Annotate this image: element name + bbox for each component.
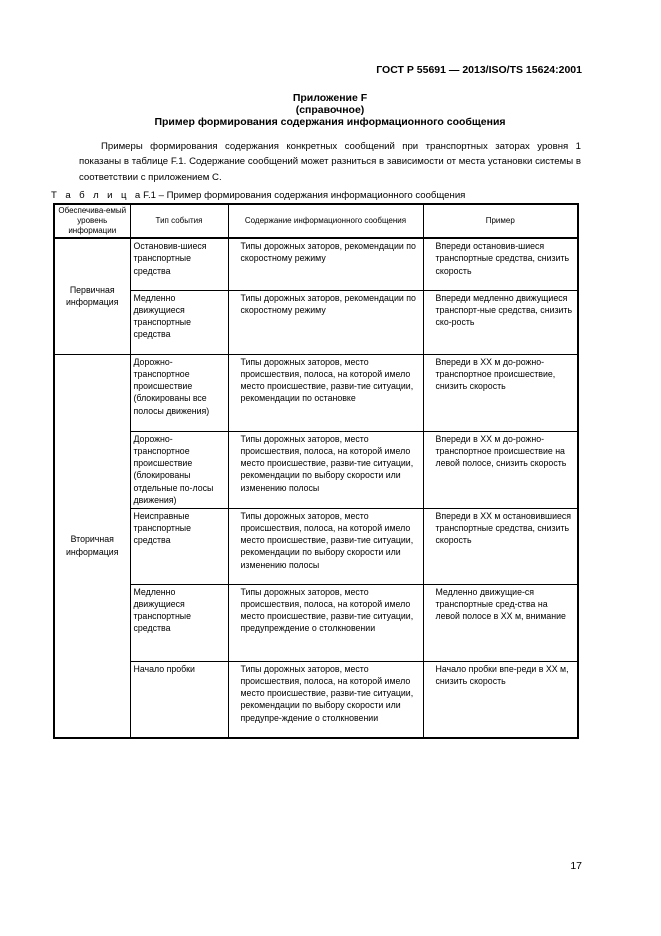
example-cell: Впереди в ХХ м до-рожно-транспортное происшествие на левой полосе, снизить скорость xyxy=(423,431,578,508)
example-cell: Впереди в ХХ м до-рожно-транспортное происшествие, снизить скорость xyxy=(423,354,578,431)
appendix-type: (справочное) xyxy=(295,104,365,116)
content-cell: Типы дорожных заторов, рекомендации по скоростному режиму xyxy=(228,290,423,354)
col-header-example: Пример xyxy=(423,204,578,238)
col-header-event: Тип события xyxy=(130,204,228,238)
col-header-level: Обеспечива-емый уровень информации xyxy=(54,204,130,238)
event-cell: Дорожно-транспортное происшествие (блокированы отдельные по-лосы движения) xyxy=(130,431,228,508)
table-row xyxy=(54,431,578,508)
table-row xyxy=(54,584,578,661)
level-cell: Первичная информация xyxy=(54,238,130,354)
content-cell: Типы дорожных заторов, место происшествия, полоса, на которой имело место происшествие, разви-тие ситуации, рекомендации по выбору скорости или изменению полосы xyxy=(228,431,423,508)
event-cell: Остановив-шиеся транспортные средства xyxy=(130,238,228,290)
table-header-row xyxy=(54,204,578,238)
content-cell: Типы дорожных заторов, место происшествия, полоса, на которой имело место происшествие, разви-тие ситуации, рекомендации по выбору скорости или изменению полосы xyxy=(228,508,423,584)
content-cell: Типы дорожных заторов, место происшествия, полоса, на которой имело место происшествие, разви-тие ситуации, предупреждение о столкновении xyxy=(228,584,423,661)
page-number: 17 xyxy=(570,860,582,872)
table-row xyxy=(54,508,578,584)
appendix-name: Пример формирования содержания информационного сообщения xyxy=(154,116,506,128)
message-table xyxy=(53,203,579,739)
table-row xyxy=(54,661,578,738)
table-caption-label: Т а б л и ц а xyxy=(51,190,144,201)
event-cell: Неисправные транспортные средства xyxy=(130,508,228,584)
table-caption xyxy=(51,190,465,201)
appendix-title: Приложение F xyxy=(292,92,368,104)
table-row xyxy=(54,354,578,431)
content-cell: Типы дорожных заторов, место происшествия, полоса, на которой имело место происшествие, разви-тие ситуации, рекомендации по выбору скорости или предупре-ждение о столкновении xyxy=(228,661,423,738)
table-caption-text: F.1 – Пример формирования содержания информационного сообщения xyxy=(143,190,466,201)
col-header-content: Содержание информационного сообщения xyxy=(228,204,423,238)
level-cell: Вторичная информация xyxy=(54,354,130,738)
event-cell: Дорожно-транспортное происшествие (блокированы все полосы движения) xyxy=(130,354,228,431)
content-cell: Типы дорожных заторов, рекомендации по скоростному режиму xyxy=(228,238,423,290)
intro-text: Примеры формирования содержания конкретных сообщений при транспортных заторах уровня 1 показаны в таблице F.1. Содержание сообщений может разниться в зависимости от места установки системы в соответствии с приложением С. xyxy=(79,141,581,183)
intro-paragraph xyxy=(79,139,581,185)
example-cell: Впереди остановив-шиеся транспортные средства, снизить скорость xyxy=(423,238,578,290)
document-header: ГОСТ Р 55691 — 2013/ISO/TS 15624:2001 xyxy=(376,64,582,76)
table-row xyxy=(54,290,578,354)
example-cell: Впереди медленно движущиеся транспорт-ные средства, снизить ско-рость xyxy=(423,290,578,354)
content-cell: Типы дорожных заторов, место происшествия, полоса, на которой имело место происшествие, разви-тие ситуации, рекомендации по остановке xyxy=(228,354,423,431)
example-cell: Начало пробки впе-реди в ХХ м, снизить скорость xyxy=(423,661,578,738)
example-cell: Впереди в ХХ м остановившиеся транспортные средства, снизить скорость xyxy=(423,508,578,584)
example-cell: Медленно движущие-ся транспортные сред-ства на левой полосе в ХХ м, внимание xyxy=(423,584,578,661)
event-cell: Начало пробки xyxy=(130,661,228,738)
table-row xyxy=(54,238,578,290)
event-cell: Медленно движущиеся транспортные средства xyxy=(130,290,228,354)
event-cell: Медленно движущиеся транспортные средства xyxy=(130,584,228,661)
